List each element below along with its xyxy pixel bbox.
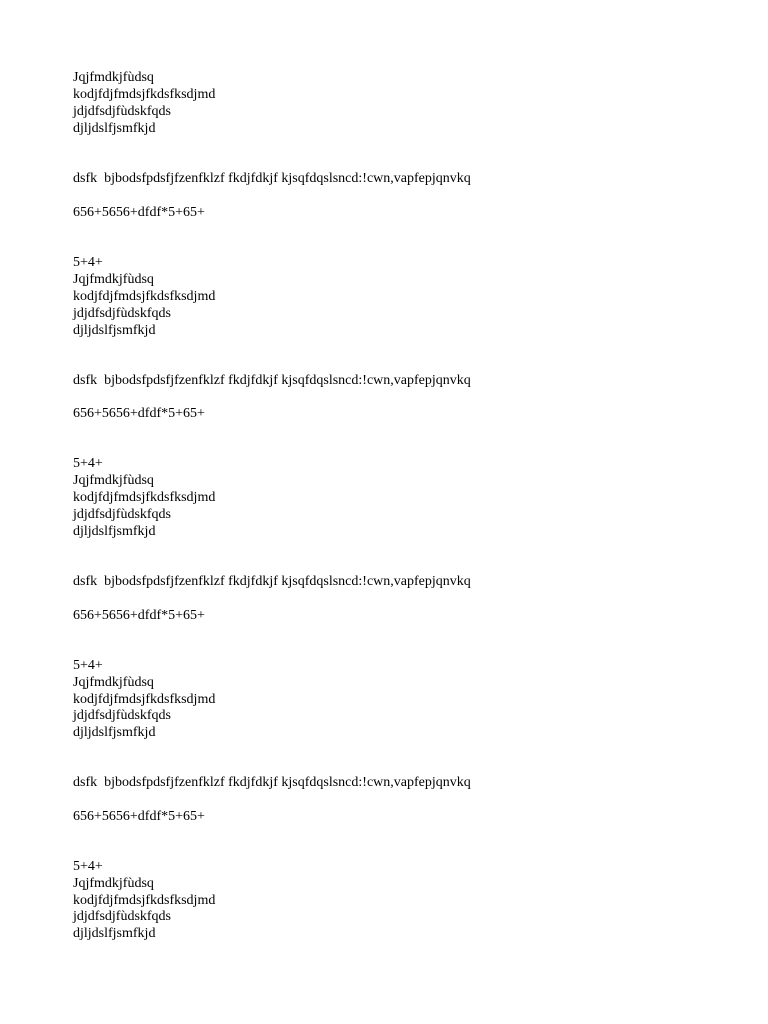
text-line: djljdslfjsmfkjd xyxy=(73,524,156,539)
text-line: 656+5656+dfdf*5+65+ xyxy=(73,406,205,421)
text-line: kodjfdjfmdsjfkdsfksdjmd xyxy=(73,893,216,908)
text-line: djljdslfjsmfkjd xyxy=(73,323,156,338)
text-line: djljdslfjsmfkjd xyxy=(73,121,156,136)
text-line: kodjfdjfmdsjfkdsfksdjmd xyxy=(73,87,216,102)
text-line: 5+4+ xyxy=(73,658,103,673)
text-line: djljdslfjsmfkjd xyxy=(73,926,156,941)
text-line: Jqjfmdkjfùdsq xyxy=(73,876,154,891)
text-line: dsfk bjbodsfpdsfjfzenfklzf fkdjfdkjf kjsqfdqslsncd:!cwn,vapfepjqnvkq xyxy=(73,373,471,388)
text-line: Jqjfmdkjfùdsq xyxy=(73,70,154,85)
text-line: jdjdfsdjfùdskfqds xyxy=(73,306,171,321)
text-line: dsfk bjbodsfpdsfjfzenfklzf fkdjfdkjf kjsqfdqslsncd:!cwn,vapfepjqnvkq xyxy=(73,775,471,790)
text-line: jdjdfsdjfùdskfqds xyxy=(73,708,171,723)
text-line: 5+4+ xyxy=(73,255,103,270)
text-line: djljdslfjsmfkjd xyxy=(73,725,156,740)
text-line: Jqjfmdkjfùdsq xyxy=(73,675,154,690)
text-line: 5+4+ xyxy=(73,859,103,874)
text-line: jdjdfsdjfùdskfqds xyxy=(73,104,171,119)
text-line: jdjdfsdjfùdskfqds xyxy=(73,909,171,924)
text-line: jdjdfsdjfùdskfqds xyxy=(73,507,171,522)
text-line: kodjfdjfmdsjfkdsfksdjmd xyxy=(73,490,216,505)
text-line: 656+5656+dfdf*5+65+ xyxy=(73,809,205,824)
text-line: Jqjfmdkjfùdsq xyxy=(73,272,154,287)
text-line: dsfk bjbodsfpdsfjfzenfklzf fkdjfdkjf kjsqfdqslsncd:!cwn,vapfepjqnvkq xyxy=(73,574,471,589)
text-line: Jqjfmdkjfùdsq xyxy=(73,473,154,488)
text-line: 656+5656+dfdf*5+65+ xyxy=(73,608,205,623)
text-line: 5+4+ xyxy=(73,456,103,471)
text-line: dsfk bjbodsfpdsfjfzenfklzf fkdjfdkjf kjsqfdqslsncd:!cwn,vapfepjqnvkq xyxy=(73,171,471,186)
text-line: kodjfdjfmdsjfkdsfksdjmd xyxy=(73,289,216,304)
text-line: kodjfdjfmdsjfkdsfksdjmd xyxy=(73,692,216,707)
text-line: 656+5656+dfdf*5+65+ xyxy=(73,205,205,220)
